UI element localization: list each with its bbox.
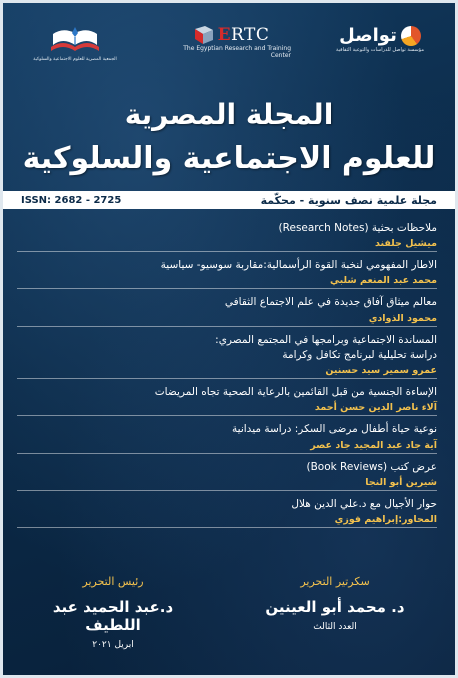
chief-name: د.عبد الحميد عبد اللطيف: [52, 598, 174, 634]
article-author: آية جاد عبد المجيد جاد عصر: [310, 439, 437, 451]
article-author: ميشيل جلفند: [374, 238, 437, 250]
open-book-icon: [45, 25, 105, 55]
ertc-wordmark: ERTC: [217, 25, 270, 45]
article-title: حوار الأجيال مع د.علي الدين هلال: [291, 497, 437, 510]
divider: [17, 378, 437, 379]
issn: ISSN: 2682 - 2725: [21, 194, 122, 206]
info-band: [3, 191, 455, 209]
secretary-block: [245, 575, 425, 632]
logo-bar: [3, 25, 455, 85]
society-logo-caption: الجمعية المصرية للعلوم الاجتماعية والسلوكية: [33, 57, 117, 62]
divider: [17, 415, 437, 416]
list-item: [17, 295, 437, 332]
secretary-role: سكرتير التحرير: [300, 575, 370, 588]
article-title: الإساءة الجنسية من قبل القائمين بالرعاية الصحية تجاه المريضات: [154, 386, 437, 399]
article-title: عرض كتب (Book Reviews): [306, 460, 437, 473]
article-title: الاطار المفهومي لنخبة القوة الرأسمالية:مقاربة سوسيو- سياسية: [160, 259, 437, 272]
tawasol-logo: [321, 25, 439, 53]
divider: [17, 527, 437, 528]
list-item: [17, 385, 437, 422]
article-author: عمرو سمير سيد حسنين: [325, 365, 437, 377]
article-author: المحاور:إبراهيم فوزي: [334, 513, 437, 525]
ertc-logo: [171, 25, 291, 59]
journal-title-line2: للعلوم الاجتماعية والسلوكية: [22, 141, 436, 176]
article-title: المساندة الاجتماعية وبرامجها في المجتمع المصري:: [215, 333, 437, 346]
chief-role: رئيس التحرير: [82, 575, 144, 588]
chief-editor-block: [23, 575, 203, 650]
tawasol-subtitle: مؤسسة تواصل للدراسات والتوعية الثقافية: [335, 47, 425, 53]
tawasol-mark-icon: [401, 26, 421, 46]
article-title: معالم ميثاق آفاق جديدة في علم الاجتماع الثقافي: [224, 296, 437, 309]
article-title-line2: دراسة تحليلية لبرنامج تكافل وكرامة: [282, 348, 437, 361]
secretary-name: د. محمد أبو العينين: [265, 598, 405, 616]
article-author: محمود الذوادي: [368, 312, 437, 324]
article-title: ملاحظات بحثية (Research Notes): [278, 222, 437, 234]
tawasol-wordmark: تواصل: [339, 25, 397, 46]
article-author: آلاء ناصر الدين حسن أحمد: [314, 402, 437, 414]
contents-list: [17, 221, 437, 534]
issue-date: ابريل ٢٠٢١: [92, 640, 134, 650]
ertc-subtitle: The Egyptian Research and Training Center: [183, 45, 291, 60]
article-author: محمد عبد المنعم شلبي: [330, 275, 437, 287]
divider: [17, 490, 437, 491]
list-item: [17, 333, 437, 385]
article-title: نوعية حياة أطفال مرضى السكر: دراسة ميدانية: [232, 423, 437, 436]
list-item: [17, 422, 437, 459]
journal-title-line1: المجلة المصرية: [124, 98, 334, 131]
issue-number: العدد الثالث: [313, 622, 357, 632]
divider: [17, 251, 437, 252]
list-item: [17, 460, 437, 497]
journal-subtitle: مجلة علمية نصف سنوية - محكّمة: [260, 193, 437, 207]
divider: [17, 326, 437, 327]
divider: [17, 288, 437, 289]
list-item: [17, 258, 437, 295]
cube-icon: [193, 25, 215, 45]
society-logo: [25, 25, 125, 62]
article-author: شيرين أبو النجا: [365, 476, 437, 488]
divider: [17, 453, 437, 454]
list-item: [17, 221, 437, 258]
list-item: [17, 497, 437, 534]
